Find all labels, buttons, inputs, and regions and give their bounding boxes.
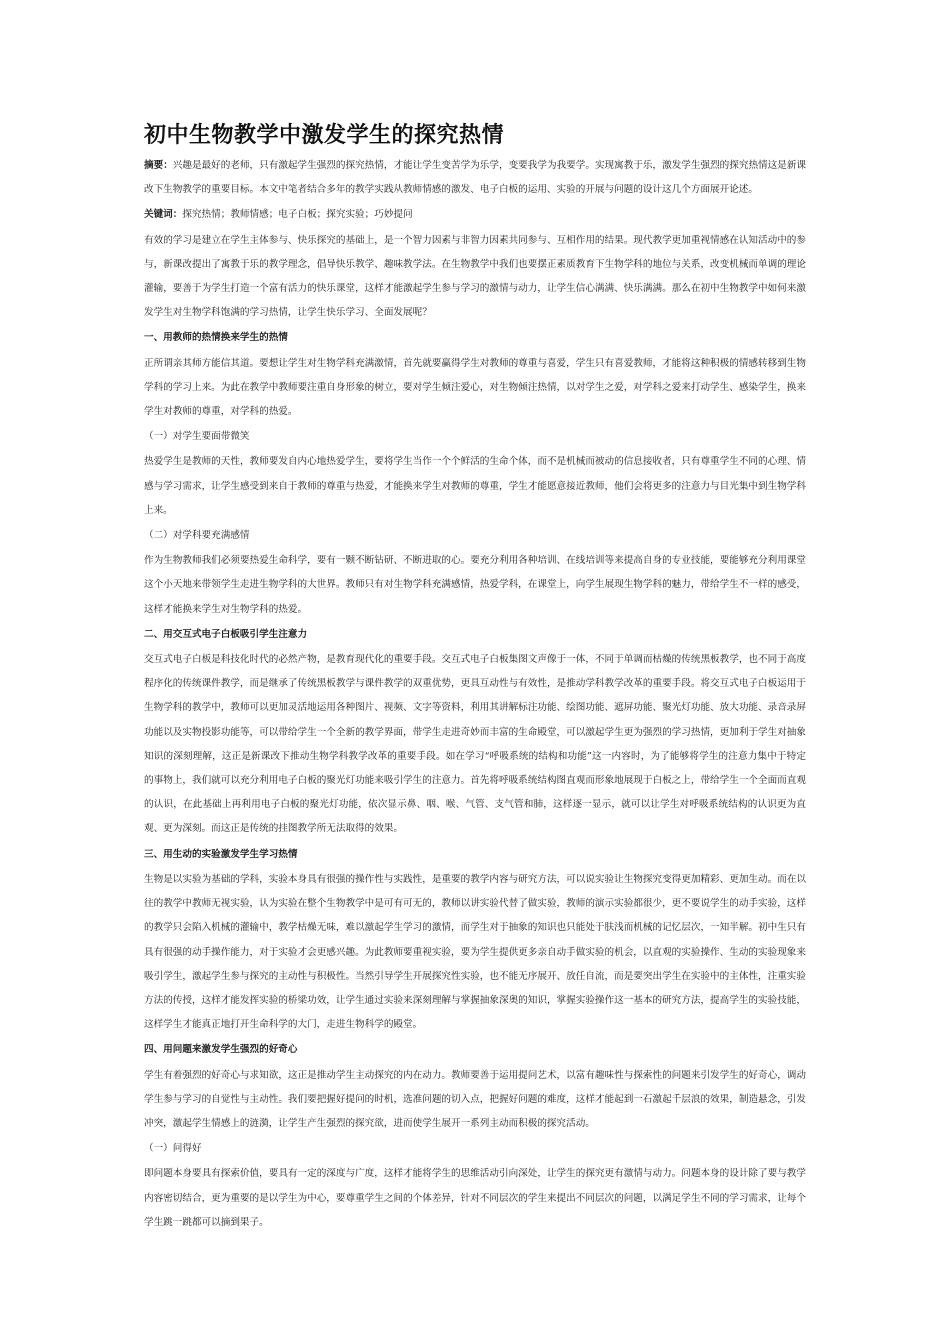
section-2-paragraph-1: 交互式电子白板是科技化时代的必然产物，是教育现代化的重要手段。交互式电子白板集图文声像于一体，不同于单调而枯燥的传统黑板教学，也不同于高度程序化的传统课件教学，而是继承了传统黑板教学与课件教学的双重优势，更具互动性与有效性，是推动学科教学改革的重要手段。将交互式电子白板运用于生物学科的教学中，教师可以更加灵活地运用各种图片、视频、文字等资料，利用其讲解标注功能、绘图功能、遮屏功能、聚光灯功能、放大功能、录音录屏功能以及实物投影功能等，可以带给学生一个全新的教学界面，带学生走进奇妙而丰富的生命殿堂，可以激起学生更为强烈的学习热情，更加利于学生对抽象知识的深刻理解，这正是新课改下推动生物学科教学改革的重要手段。如在学习“呼吸系统的结构和功能”这一内容时，为了能够将学生的注意力集中于特定的事物上，我们就可以充分利用电子白板的聚光灯功能来吸引学生的注意力。首先将呼吸系统结构图直观而形象地展现于白板之上，带给学生一个全面而直观的认识，在此基础上再利用电子白板的聚光灯功能，依次显示鼻、咽、喉、气管、支气管和肺，这样逐一显示，就可以让学生对呼吸系统结构的认识更为直观、更为深刻。而这正是传统的挂图教学所无法取得的效果。 [144,654,806,835]
section-1-paragraph-2: 热爱学生是教师的天性，教师要发自内心地热爱学生，要将学生当作一个个鲜活的生命个体，而不是机械而被动的信息接收者，只有尊重学生不同的心理、情感与学习需求，让学生感受到来自于教师的尊重与热爱，才能换来学生对教师的尊重，学生才能愿意接近教师，他们会将更多的注意力与目光集中到生物学科上来。 [144,456,806,516]
section-2-heading: 二、用交互式电子白板吸引学生注意力 [144,628,308,640]
section-1-heading: 一、用教师的热情换来学生的热情 [144,332,288,344]
keywords-text: 探究热情；教师情感；电子白板；探究实验；巧妙提问 [182,209,413,221]
abstract-label: 摘要： [144,160,173,171]
page-title: 初中生物教学中激发学生的探究热情 [144,123,505,148]
section-4-heading: 四、用问题来激发学生强烈的好奇心 [144,1044,298,1056]
document-page [144,120,806,1236]
section-4-paragraph-2: 即问题本身要具有探索价值，要具有一定的深度与广度，这样才能将学生的思维活动引向深处，让学生的探究更有激情与动力。问题本身的设计除了要与教学内容密切结合，更为重要的是以学生为中心，要尊重学生之间的个体差异，针对不同层次的学生来提出不同层次的问题，以满足学生不同的学习需求，让每个学生跳一跳都可以摘到果子。 [144,1168,806,1228]
section-1-paragraph-3: 作为生物教师我们必须要热爱生命科学，要有一颗不断钻研、不断进取的心。要充分利用各种培训、在线培训等来提高自身的专业技能，要能够充分利用课堂这个小天地来带领学生走进生物学科的大世界。教师只有对生物学科充满感情，热爱学科，在课堂上，向学生展现生物学科的魅力，带给学生不一样的感受，这样才能换来学生对生物学科的热爱。 [144,555,806,615]
section-1-paragraph-1: 正所谓亲其师方能信其道。要想让学生对生物学科充满激情，首先就要赢得学生对教师的尊重与喜爱，学生只有喜爱教师，才能将这种积极的情感转移到生物学科的学习上来。为此在教学中教师要注重自身形象的树立，要对学生倾注爱心，对生物倾注热情，以对学生之爱，对学科之爱来打动学生、感染学生，换来学生对教师的尊重，对学科的热爱。 [144,357,806,418]
section-3-paragraph-1: 生物是以实验为基础的学科，实验本身具有很强的操作性与实践性，是重要的教学内容与研究方法，可以说实验让生物探究变得更加精彩、更加生动。而在以往的教学中教师无视实验，认为实验在整个生物教学中是可有可无的，教师以讲实验代替了做实验，教师的演示实验都很少，更不要说学生的动手实验，这样的教学只会陷入机械的灌输中，教学枯燥无味，难以激起学生学习的激情，而学生对于抽象的知识也只能处于肤浅而机械的记忆层次，一知半解。初中生只有具有很强的动手操作能力，对于实验才会更感兴趣。为此教师要重视实验，要为学生提供更多亲自动手做实验的机会，以直观的实验操作、生动的实验现象来吸引学生，激起学生参与探究的主动性与积极性。当然引导学生开展探究性实验，也不能无序展开、放任自流，而是要突出学生在实验中的主体性，注重实验方法的传授，这样才能发挥实验的桥梁功效，让学生通过实验来深刻理解与掌握抽象深奥的知识，掌握实验操作这一基本的研究方法，提高学生的实验技能，这样学生才能真正地打开生命科学的大门，走进生物科学的殿堂。 [144,873,806,1031]
abstract-text: 兴趣是最好的老师，只有激起学生强烈的探究热情，才能让学生变苦学为乐学，变要我学为我要学。实现寓教于乐，激发学生强烈的探究热情这是新课改下生物教学的重要目标。本文中笔者结合多年的教学实践从教师情感的激发、电子白板的运用、实验的开展与问题的设计这几个方面展开论述。 [144,160,807,196]
abstract-paragraph [144,154,806,202]
keywords-label: 关键词： [144,209,183,221]
section-3-heading: 三、用生动的实验激发学生学习热情 [144,848,298,860]
section-1-subheading-1: （一）对学生要面带微笑 [144,431,250,443]
keywords-paragraph [144,203,806,227]
section-1-subheading-2: （二）对学科要充满感情 [144,530,250,542]
intro-paragraph: 有效的学习是建立在学生主体参与、快乐探究的基础上，是一个智力因素与非智力因素共同参与、互相作用的结果。现代教学更加重视情感在认知活动中的参与，新课改提出了寓教于乐的教学理念，倡导快乐教学、趣味教学法。在生物教学中我们也要摆正素质教育下生物学科的地位与关系，改变机械而单调的理论灌输，要善于为学生打造一个富有活力的快乐课堂，这样才能激起学生参与学习的激情与动力，让学生信心满满、快乐满满。那么在初中生物教学中如何来激发学生对生物学科饱满的学习热情，让学生快乐学习、全面发展呢？ [144,234,806,319]
section-4-subheading-1: （一）问得好 [144,1143,202,1155]
section-4-paragraph-1: 学生有着强烈的好奇心与求知欲，这正是推动学生主动探究的内在动力。教师要善于运用提问艺术，以富有趣味性与探索性的问题来引发学生的好奇心，调动学生参与学习的自觉性与主动性。我们要把握好提问的时机，选准问题的切入点，把握好问题的难度，这样才能起到一石激起千层浪的效果，制造悬念，引发冲突，激起学生情感上的涟漪，让学生产生强烈的探究欲，进而使学生展开一系列主动而积极的探究活动。 [144,1069,806,1129]
